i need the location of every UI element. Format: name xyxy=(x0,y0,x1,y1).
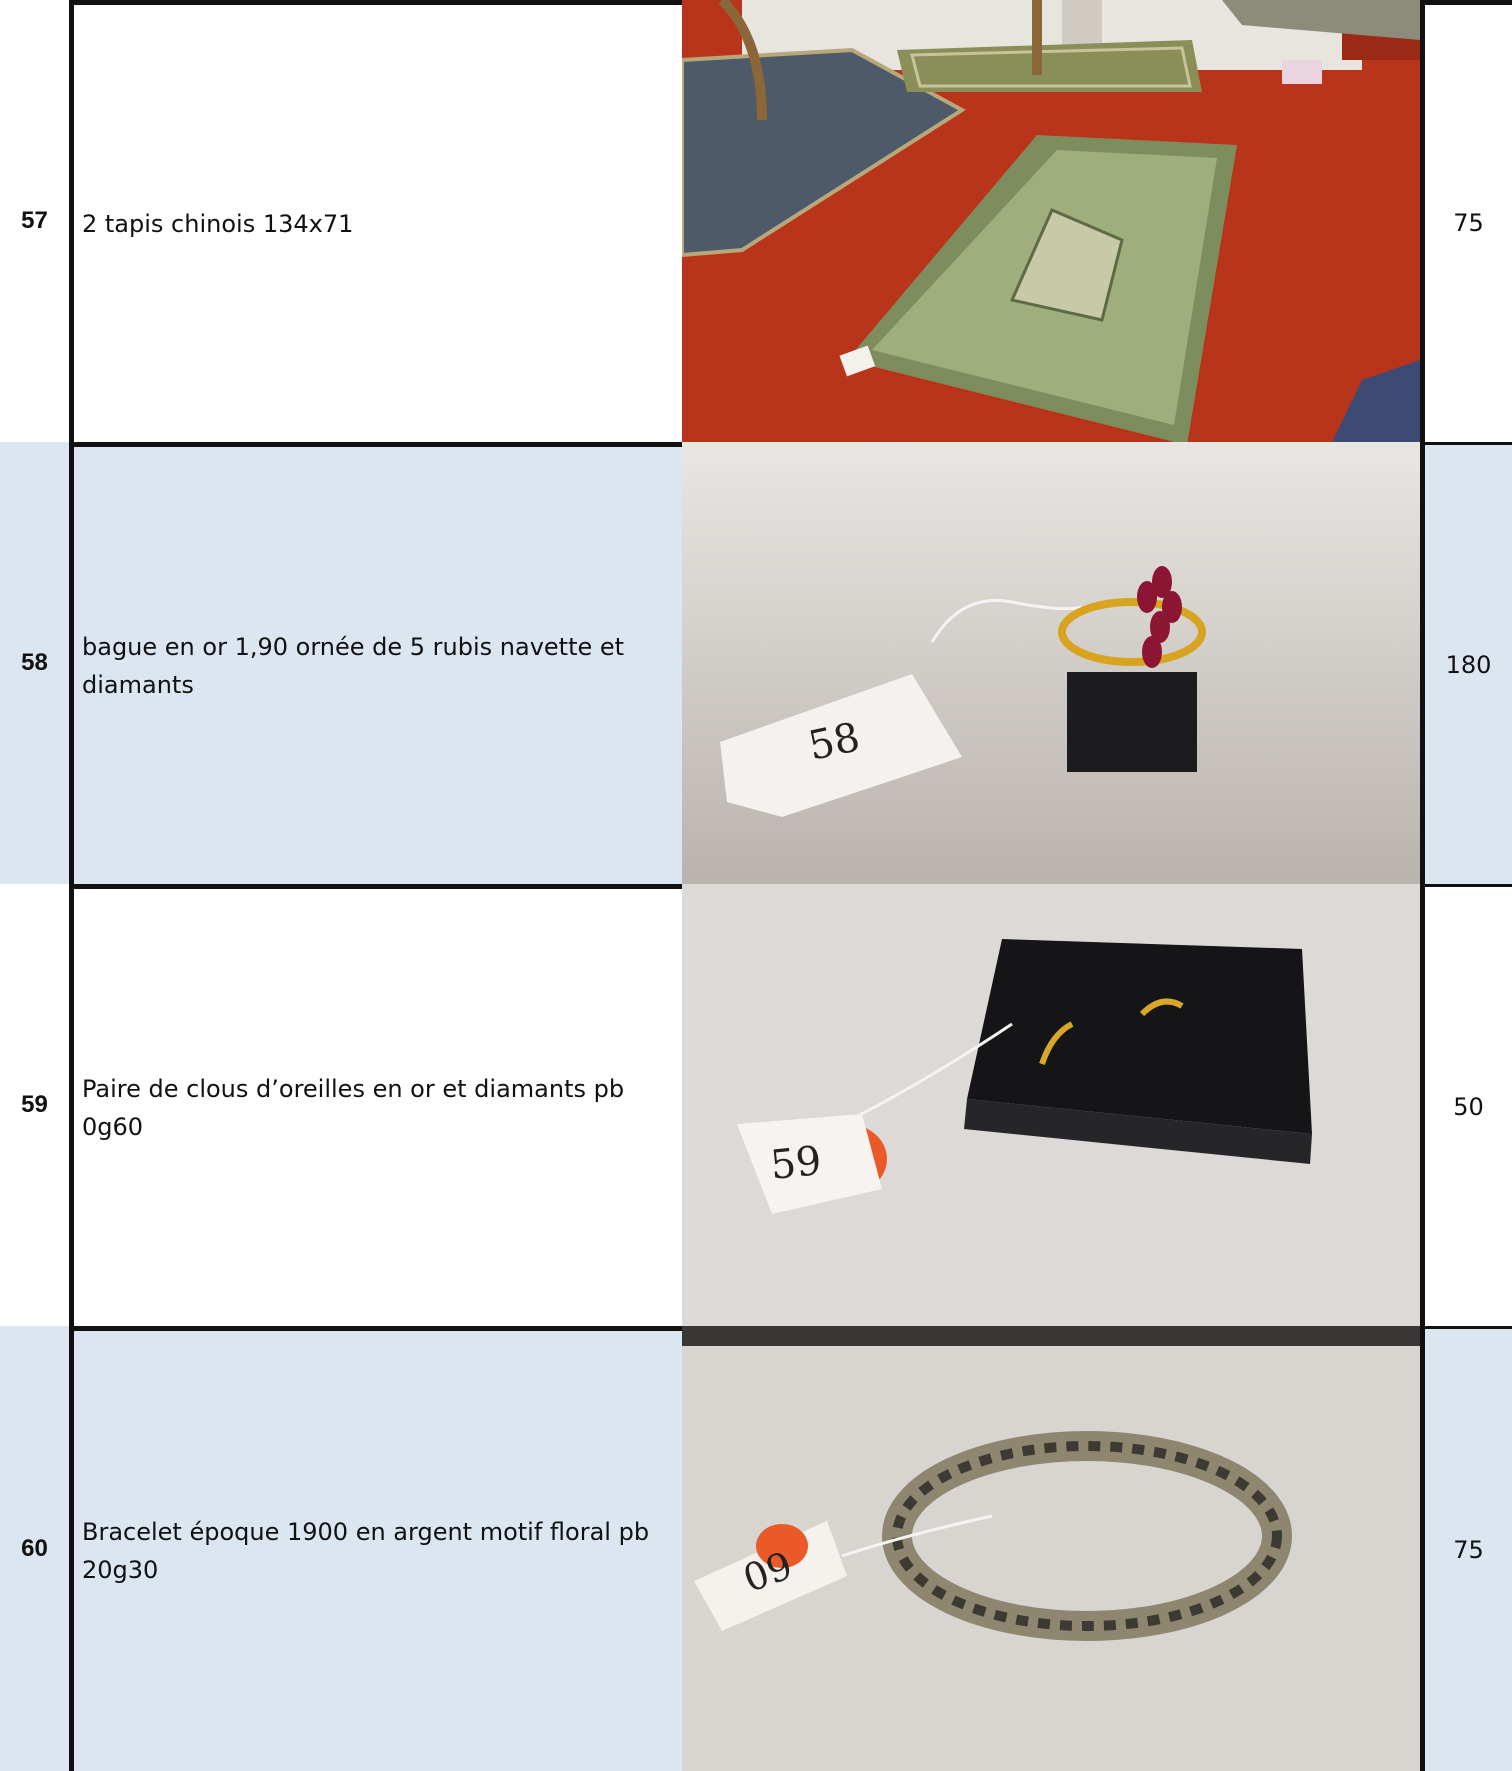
lot-row xyxy=(0,884,1512,1326)
lot-number: 58 xyxy=(0,442,74,884)
table-border xyxy=(74,0,682,5)
lot-number: 60 xyxy=(0,1326,74,1771)
lot-description-text: 2 tapis chinois 134x71 xyxy=(82,209,354,238)
lot-number: 59 xyxy=(0,884,74,1326)
lot-price: 75 xyxy=(1420,1326,1512,1771)
carpet-photo xyxy=(682,0,1420,442)
lot-description xyxy=(74,442,682,884)
ring-tag-label: 58 xyxy=(804,714,864,770)
bracelet-tag-label: 60 xyxy=(737,1541,798,1600)
earring-tag-label: 59 xyxy=(768,1137,824,1189)
lot-description-text: bague en or 1,90 ornée de 5 rubis navette et diamants xyxy=(82,632,625,699)
lot-row xyxy=(0,1326,1512,1771)
lot-description-text: Paire de clous d’oreilles en or et diamants pb 0g60 xyxy=(82,1074,625,1141)
lot-description xyxy=(74,0,682,442)
lot-description xyxy=(74,1326,682,1771)
lot-description xyxy=(74,884,682,1326)
lot-price: 50 xyxy=(1420,884,1512,1326)
lot-description-text: Bracelet époque 1900 en argent motif floral pb 20g30 xyxy=(82,1518,650,1584)
lot-number: 57 xyxy=(0,0,74,442)
table-border xyxy=(1420,0,1512,5)
lot-row xyxy=(0,442,1512,884)
lot-price: 75 xyxy=(1420,0,1512,442)
earrings-photo xyxy=(682,884,1420,1326)
lot-price: 180 xyxy=(1420,442,1512,884)
lot-row xyxy=(0,0,1512,442)
ruby-ring-photo xyxy=(682,442,1420,884)
bracelet-photo xyxy=(682,1326,1420,1771)
